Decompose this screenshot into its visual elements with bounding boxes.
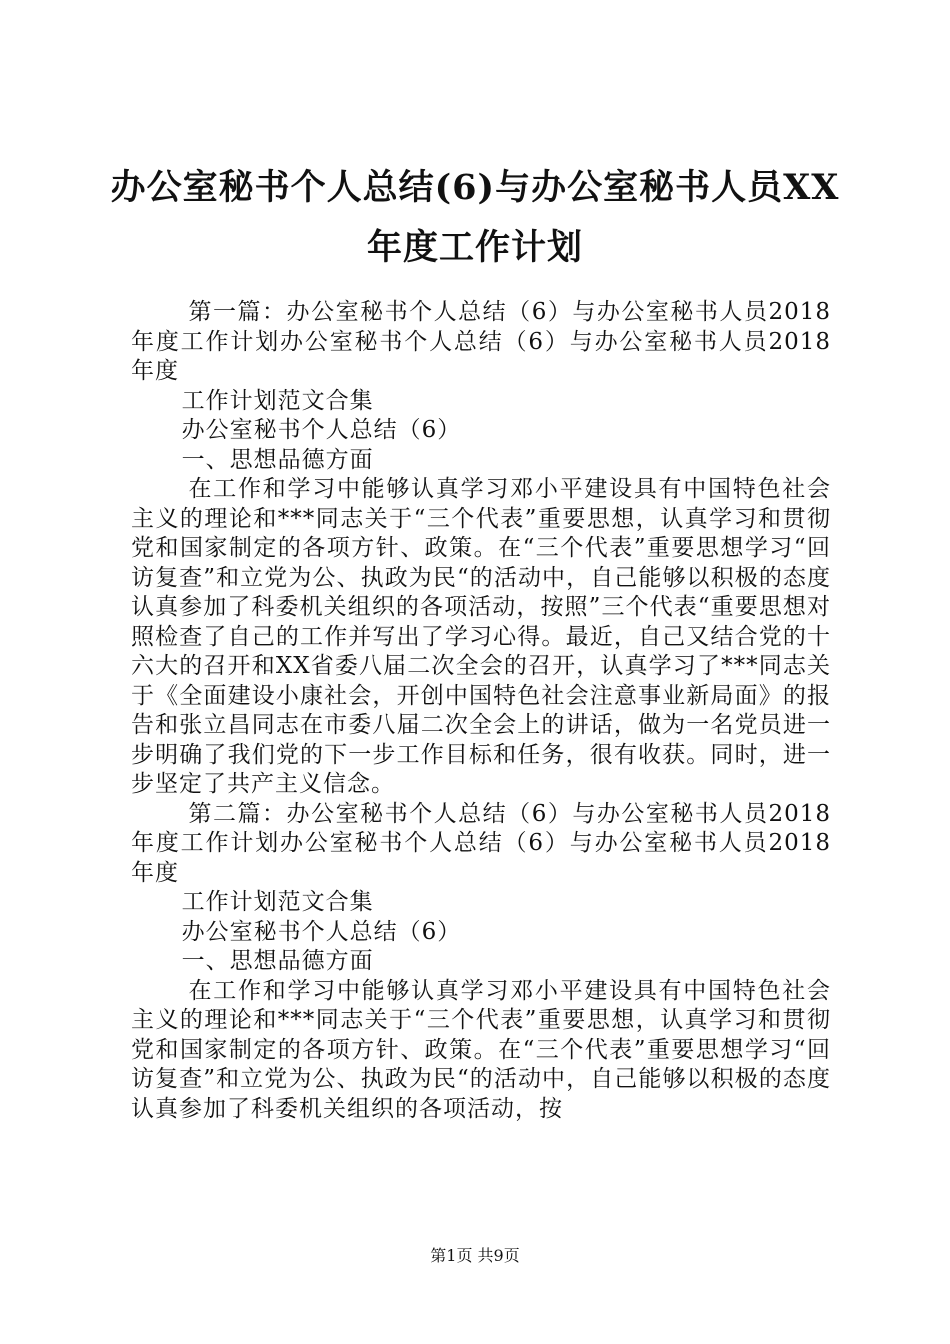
paragraph: 在工作和学习中能够认真学习邓小平建设具有中国特色社会主义的理论和***同志关于“三个代表”重要思想，认真学习和贯彻党和国家制定的各项方针、政策。在“三个代表”重要思想学习“回访复查”和立党为公、执政为民“的活动中，自己能够以积极的态度认真参加了科委机关组织的各项活动，按 [131,977,831,1122]
paragraph: 第二篇：办公室秘书个人总结（6）与办公室秘书人员2018年度工作计划办公室秘书个人总结（6）与办公室秘书人员2018年度 [131,800,831,886]
paragraph: 第一篇：办公室秘书个人总结（6）与办公室秘书人员2018年度工作计划办公室秘书个人总结（6）与办公室秘书人员2018年度 [131,299,831,384]
section-heading: 一、思想品德方面 [181,446,374,473]
paragraph: 工作计划范文合集 [181,387,374,414]
paragraph: 办公室秘书个人总结（6） [181,918,462,945]
paragraph: 在工作和学习中能够认真学习邓小平建设具有中国特色社会主义的理论和***同志关于“三个代表”重要思想，认真学习和贯彻党和国家制定的各项方针、政策。在“三个代表”重要思想学习“回访复查”和立党为公、执政为民“的活动中，自己能够以积极的态度认真参加了科委机关组织的各项活动，按照”三个代表“重要思想对照检查了自己的工作并写出了学习心得。最近，自己又结合党的十六大的召开和XX省委八届二次全会的召开，认真学习了***同志关于《全面建设小康社会，开创中国特色社会注意事业新局面》的报告和张立昌同志在市委八届二次全会上的讲话，做为一名党员进一步明确了我们党的下一步工作目标和任务，很有收获。同时，进一步坚定了共产主义信念。 [131,476,831,797]
document-title: 办公室秘书个人总结(6)与办公室秘书人员XX年度工作计划 [110,167,840,268]
paragraph: 工作计划范文合集 [181,889,374,915]
section-heading: 一、思想品德方面 [181,948,374,974]
page-footer: 第1页 共9页 [430,1246,520,1265]
paragraph: 办公室秘书个人总结（6） [181,417,462,443]
document-body [131,298,831,1124]
